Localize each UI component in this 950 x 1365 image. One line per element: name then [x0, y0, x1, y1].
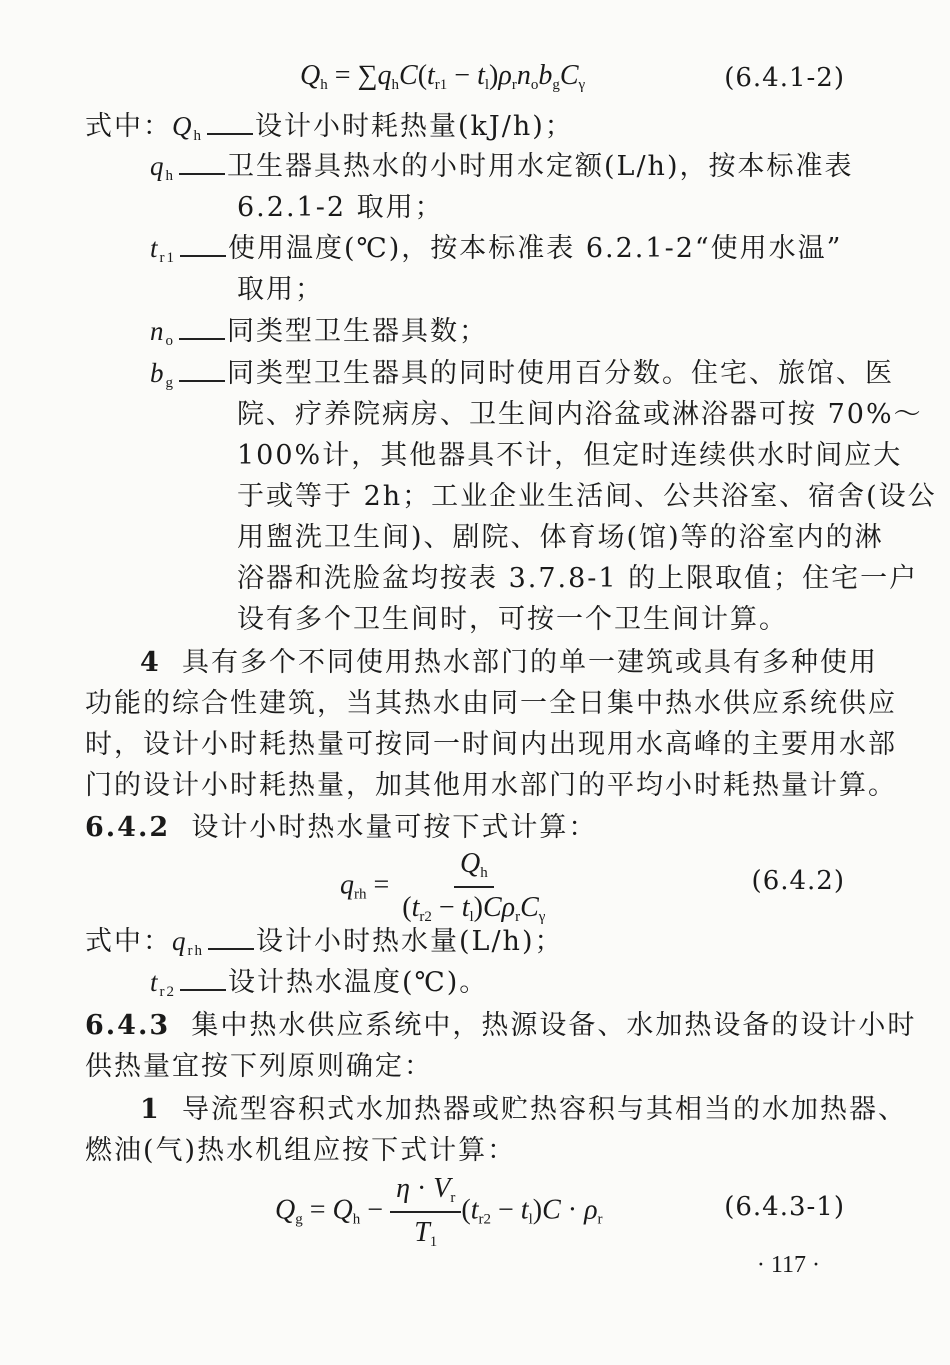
- item-number: 1: [140, 1094, 161, 1125]
- definition-continuation: 取用；: [237, 274, 324, 305]
- section-line: 供热量宜按下列原则确定：: [85, 1051, 433, 1082]
- item-1: [140, 1092, 907, 1128]
- definition-continuation: 100%计，其他器具不计，但定时连续供水时间应大: [237, 440, 903, 471]
- section-text: 集中热水供应系统中，热源设备、水加热设备的设计小时: [191, 1010, 917, 1041]
- definition-continuation: 设有多个卫生间时，可按一个卫生间计算。: [237, 604, 788, 635]
- symbol: $t_{r1}$: [150, 233, 177, 266]
- fraction: $\frac{\eta \cdot V_r}{T_1}$: [390, 1173, 461, 1251]
- dash: [179, 380, 225, 382]
- paragraph-text: 具有多个不同使用热水部门的单一建筑或具有多种使用: [181, 647, 878, 678]
- definition-text: 设计小时热水量(L/h)；: [256, 926, 564, 957]
- dash: [179, 338, 225, 340]
- paragraph-line: 功能的综合性建筑，当其热水由同一全日集中热水供应系统供应: [85, 688, 897, 719]
- symbol: $n_o$: [150, 316, 175, 349]
- definition-text: 同类型卫生器具的同时使用百分数。住宅、旅馆、医: [227, 358, 894, 389]
- equation-number: (6.4.1-2): [724, 63, 845, 93]
- definition-continuation: 用盥洗卫生间)、剧院、体育场(馆)等的浴室内的淋: [237, 522, 884, 553]
- fraction: $\frac{Q_h}{(t_{r2} - t_l)C\rho_rC_\gamma}$: [402, 848, 546, 925]
- definition-qh: [150, 148, 853, 194]
- equation-6-4-2: $q_{rh}$ = $\frac{Q_h}{(t_{r2} - t_l)C\rho_rC_\gamma}$: [340, 848, 551, 926]
- dash: [180, 989, 226, 991]
- definition-text: 使用温度(℃)，按本标准表 6.2.1-2“使用水温”: [228, 233, 843, 264]
- definition-continuation: 6.2.1-2 取用；: [237, 192, 444, 223]
- dash: [179, 173, 225, 175]
- equation-number: (6.4.3-1): [724, 1192, 845, 1222]
- equation-number: (6.4.2): [751, 866, 845, 896]
- definition-continuation: 院、疗养院病房、卫生间内浴盆或淋浴器可按 70%～: [237, 399, 923, 430]
- definition-prefix: 式中：: [85, 926, 172, 957]
- definition-bg: [150, 355, 894, 401]
- definition-continuation: 浴器和洗脸盆均按表 3.7.8-1 的上限取值；住宅一户: [237, 563, 919, 594]
- item-line: 燃油(气)热水机组应按下式计算：: [85, 1135, 517, 1166]
- definition-text: 卫生器具热水的小时用水定额(L/h)，按本标准表: [227, 151, 854, 182]
- dash: [208, 948, 254, 950]
- definition-qrh: [85, 923, 563, 969]
- paragraph-line: 时，设计小时耗热量可按同一时间内出现用水高峰的主要用水部: [85, 729, 897, 760]
- definition-text: 同类型卫生器具数；: [227, 316, 488, 347]
- definition-no: [150, 313, 488, 359]
- item-number: 4: [140, 647, 161, 678]
- definition-text: 设计热水温度(℃)。: [228, 967, 489, 998]
- definition-tr2: [150, 964, 488, 1010]
- page-number: · 117 ·: [756, 1252, 820, 1278]
- symbol: $q_h$: [150, 151, 175, 184]
- definition-tr1: [150, 230, 842, 276]
- definition-prefix: 式中：: [85, 111, 172, 142]
- definition-text: 设计小时耗热量(kJ/h)；: [255, 111, 574, 142]
- section-6-4-2: [85, 810, 597, 846]
- symbol: $Q_h$: [172, 111, 203, 144]
- symbol: $b_g$: [150, 358, 175, 391]
- paragraph-line: 门的设计小时耗热量，加其他用水部门的平均小时耗热量计算。: [85, 770, 897, 801]
- section-text: 设计小时热水量可按下式计算：: [191, 812, 598, 843]
- definition-continuation: 于或等于 2h；工业企业生活间、公共浴室、宿舍(设公: [237, 481, 937, 512]
- section-6-4-3: [85, 1008, 916, 1044]
- section-number: 6.4.3: [85, 1010, 171, 1041]
- section-number: 6.4.2: [85, 812, 171, 843]
- paragraph-4-first-line: [140, 645, 878, 681]
- dash: [207, 133, 253, 135]
- item-text: 导流型容积式水加热器或贮热容积与其相当的水加热器、: [181, 1094, 907, 1125]
- symbol: $q_{rh}$: [172, 926, 204, 959]
- equation-6-4-1-2: $Q_h = \sum q_hC(t_{r1} - t_l)\rho_rn_ob_gC_\gamma$: [300, 60, 586, 93]
- equation-6-4-3-1: $Q_g = Q_h$ − $\frac{\eta \cdot V_r}{T_1}$ $(t_{r2} - t_l)C \cdot \rho_r$: [275, 1173, 603, 1250]
- symbol: $t_{r2}$: [150, 967, 177, 1000]
- dash: [180, 255, 226, 257]
